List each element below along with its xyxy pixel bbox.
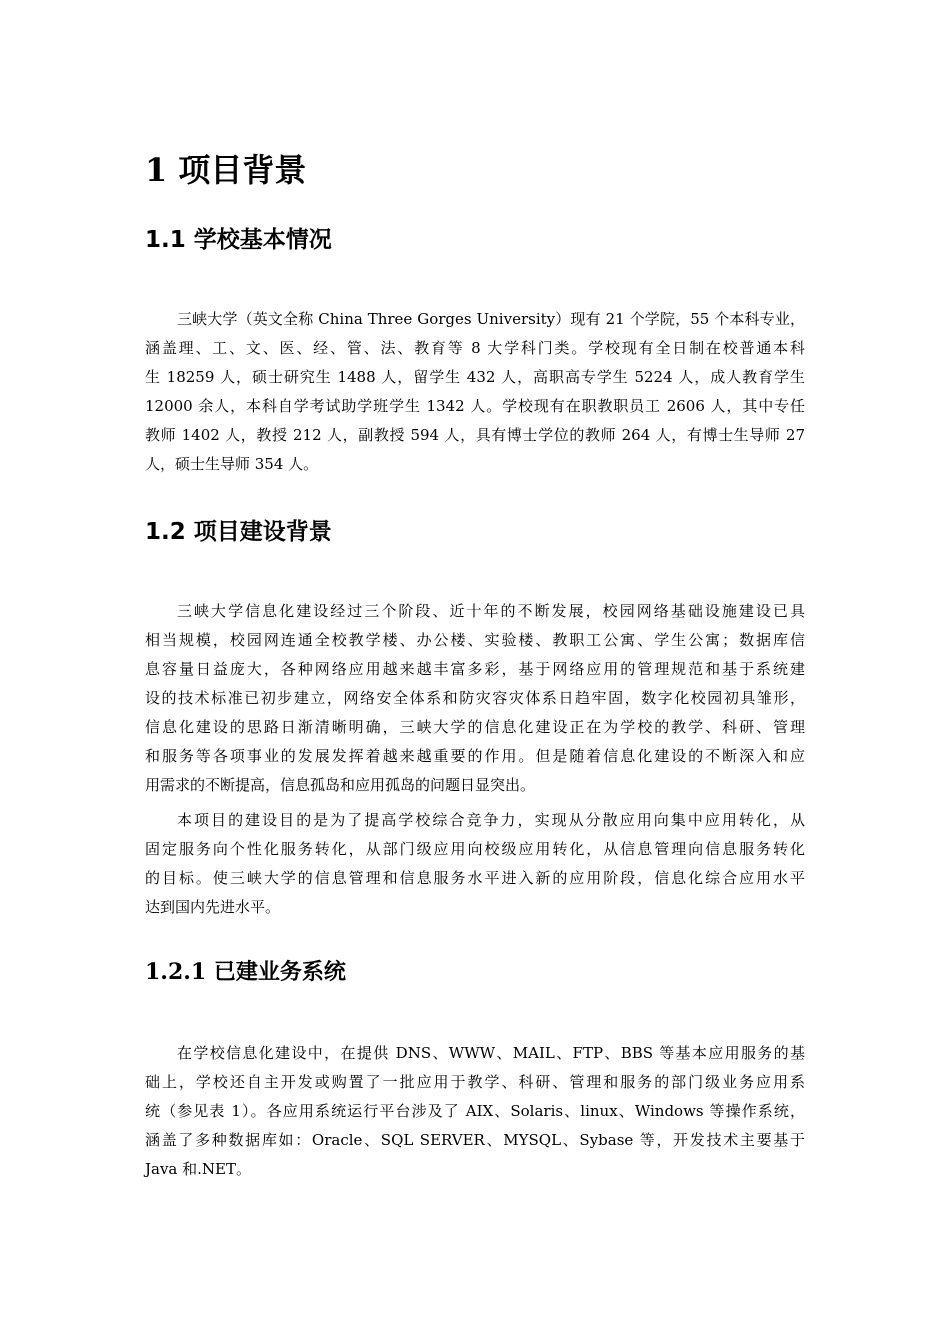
- paragraph-line: 设的技术标准已初步建立，网络安全体系和防灾容灾体系日趋牢固，数字化校园初具雏形，: [145, 689, 805, 707]
- paragraph-line: 涵盖理、工、文、医、经、管、法、教育等 8 大学科门类。学校现有全日制在校普通本科: [145, 339, 805, 357]
- paragraph-line: 12000 余人，本科自学考试助学班学生 1342 人。学校现有在职教职员工 2606 人，其中专任: [145, 397, 805, 415]
- paragraph-line: 统（参见表 1）。各应用系统运行平台涉及了 AIX、Solaris、linux、Windows 等操作系统，: [145, 1102, 805, 1120]
- paragraph-line: 本项目的建设目的是为了提高学校综合竞争力，实现从分散应用向集中应用转化，从: [177, 811, 805, 829]
- paragraph-line: 础上，学校还自主开发或购置了一批应用于教学、科研、管理和服务的部门级业务应用系: [145, 1073, 805, 1091]
- section-heading-1-1: 1.1 学校基本情况: [145, 227, 332, 253]
- paragraph-line: 涵盖了多种数据库如：Oracle、SQL SERVER、MYSQL、Sybase 等，开发技术主要基于: [145, 1131, 805, 1149]
- paragraph-line: 达到国内先进水平。: [145, 898, 281, 916]
- paragraph-line: 教师 1402 人，教授 212 人，副教授 594 人，具有博士学位的教师 264 人，有博士生导师 27: [145, 426, 805, 444]
- paragraph-line: 三峡大学信息化建设经过三个阶段、近十年的不断发展，校园网络基础设施建设已具: [177, 602, 805, 620]
- paragraph-line: 三峡大学（英文全称 China Three Gorges University）现有 21 个学院，55 个本科专业，: [177, 310, 805, 328]
- section-heading-1-2: 1.2 项目建设背景: [145, 519, 332, 545]
- paragraph-line: Java 和.NET。: [145, 1160, 251, 1178]
- paragraph-project-background: [145, 597, 805, 800]
- chapter-heading: 1 项目背景: [145, 151, 307, 189]
- paragraph-line: 在学校信息化建设中，在提供 DNS、WWW、MAIL、FTP、BBS 等基本应用服务的基: [177, 1044, 805, 1062]
- paragraph-line: 人，硕士生导师 354 人。: [145, 455, 319, 473]
- paragraph-line: 和服务等各项事业的发展发挥着越来越重要的作用。但是随着信息化建设的不断深入和应: [145, 747, 805, 765]
- paragraph-line: 用需求的不断提高，信息孤岛和应用孤岛的问题日显突出。: [145, 776, 536, 794]
- paragraph-line: 生 18259 人，硕士研究生 1488 人，留学生 432 人，高职高专学生 5224 人，成人教育学生: [145, 368, 805, 386]
- paragraph-existing-systems: [145, 1039, 805, 1184]
- paragraph-line: 固定服务向个性化服务转化，从部门级应用向校级应用转化，从信息管理向信息服务转化: [145, 840, 805, 858]
- paragraph-line: 息容量日益庞大，各种网络应用越来越丰富多彩，基于网络应用的管理规范和基于系统建: [145, 660, 805, 678]
- paragraph-line: 相当规模，校园网连通全校教学楼、办公楼、实验楼、教职工公寓、学生公寓；数据库信: [145, 631, 805, 649]
- paragraph-school-overview: [145, 305, 805, 479]
- paragraph-line: 的目标。使三峡大学的信息管理和信息服务水平进入新的应用阶段，信息化综合应用水平: [145, 869, 805, 887]
- paragraph-line: 信息化建设的思路日渐清晰明确，三峡大学的信息化建设正在为学校的教学、科研、管理: [145, 718, 805, 736]
- paragraph-project-goal: [145, 806, 805, 922]
- section-heading-1-2-1: 1.2.1 已建业务系统: [145, 959, 346, 985]
